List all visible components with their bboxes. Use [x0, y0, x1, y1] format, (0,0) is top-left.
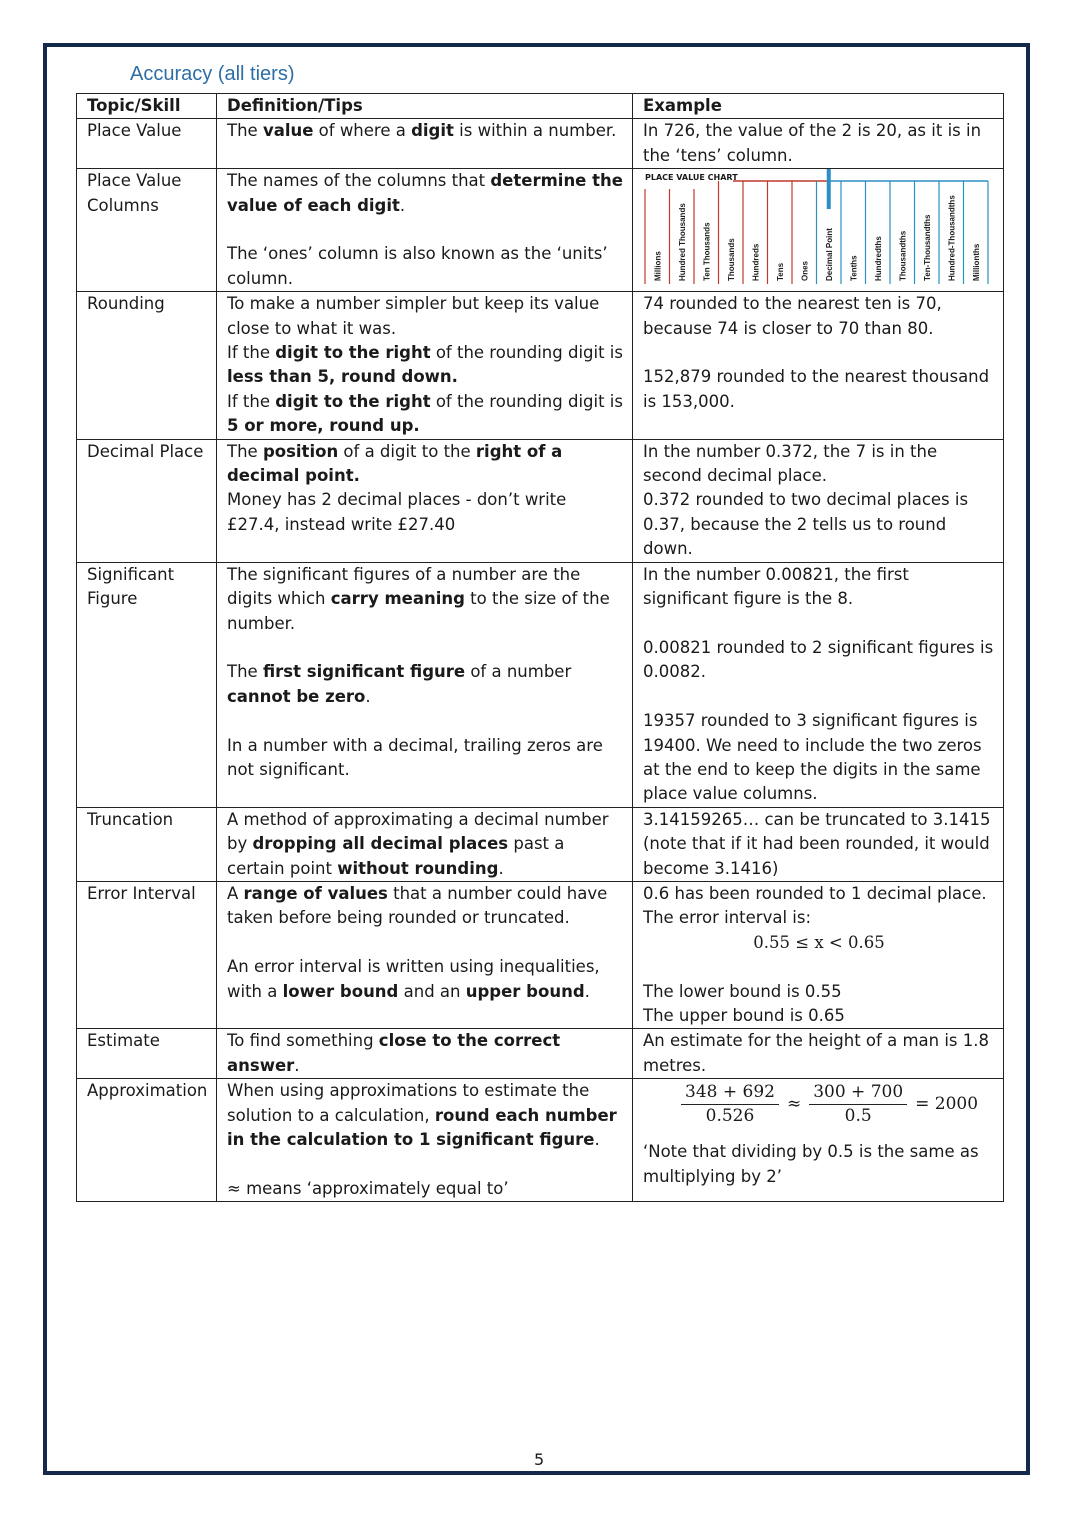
- example-cell: $\frac{348 + 692}{0.526}$ ≈ $\frac{300 + 700}{0.5}$ = 2000 ‘Note that dividing by 0.5 is the same as multiplying by 2’: [633, 1079, 1004, 1202]
- knowledge-table: [76, 93, 1004, 1202]
- topic-cell: Approximation: [77, 1079, 217, 1202]
- table-row: [77, 1029, 1004, 1079]
- example-cell: In 726, the value of the 2 is 20, as it is in the ‘tens’ column.: [633, 119, 1004, 169]
- chart-title: PLACE VALUE CHART: [645, 173, 738, 183]
- example-cell: 3.14159265… can be truncated to 3.1415 (note that if it had been rounded, it would become 3.1416): [633, 807, 1004, 881]
- example-cell: An estimate for the height of a man is 1.8 metres.: [633, 1029, 1004, 1079]
- chart-column-label: Millionths: [971, 243, 981, 282]
- chart-column-label: Ten Thousands: [702, 222, 712, 282]
- definition-cell: The position of a digit to the right of a decimal point. Money has 2 decimal places - don’t write £27.4, instead write £27.40: [217, 439, 633, 562]
- chart-column-label: Thousands: [726, 238, 736, 282]
- chart-column-label: Millions: [653, 251, 663, 282]
- topic-cell: Truncation: [77, 807, 217, 881]
- chart-column-label: Decimal Point: [824, 228, 834, 282]
- definition-cell: The value of where a digit is within a number.: [217, 119, 633, 169]
- topic-cell: Place Value: [77, 119, 217, 169]
- topic-cell: Significant Figure: [77, 562, 217, 807]
- page-title: Accuracy (all tiers): [130, 63, 295, 85]
- example-cell: 0.6 has been rounded to 1 decimal place. The error interval is: 0.55 ≤ x < 0.65 The lower bound is 0.55 The upper bound is 0.65: [633, 881, 1004, 1028]
- definition-cell: To make a number simpler but keep its value close to what it was. If the digit to the right of the rounding digit is less than 5, round down. If the digit to the right of the rounding digit is 5 or more, round up.: [217, 292, 633, 439]
- chart-column-label: Thousandths: [898, 231, 908, 282]
- fraction-rounded: $\frac{300 + 700}{0.5}$: [809, 1081, 907, 1128]
- definition-cell: To find something close to the correct answer.: [217, 1029, 633, 1079]
- definition-cell: A method of approximating a decimal number by dropping all decimal places past a certain point without rounding.: [217, 807, 633, 881]
- topic-cell: Place Value Columns: [77, 169, 217, 292]
- error-interval-inequality: 0.55 ≤ x < 0.65: [753, 932, 885, 952]
- chart-column-label: Hundredths: [873, 236, 883, 282]
- definition-cell: A range of values that a number could have taken before being rounded or truncated. An error interval is written using inequalities, with a lower bound and an upper bound.: [217, 881, 633, 1028]
- approximation-equation: $\frac{348 + 692}{0.526}$ ≈ $\frac{300 + 700}{0.5}$ = 2000: [681, 1081, 995, 1128]
- topic-cell: Rounding: [77, 292, 217, 439]
- chart-column-label: Tenths: [849, 255, 859, 282]
- place-value-chart: [633, 169, 1003, 289]
- chart-column-label: Hundreds: [751, 243, 761, 282]
- header-definition: Definition/Tips: [217, 94, 633, 119]
- chart-column-label: Tens: [775, 263, 785, 282]
- example-cell: 74 rounded to the nearest ten is 70, because 74 is closer to 70 than 80. 152,879 rounded to the nearest thousand is 153,000.: [633, 292, 1004, 439]
- definition-cell: The names of the columns that determine the value of each digit. The ‘ones’ column is also known as the ‘units’ column.: [217, 169, 633, 292]
- table-row: [77, 119, 1004, 169]
- table-header-row: [77, 94, 1004, 119]
- table-row: [77, 169, 1004, 292]
- example-cell: In the number 0.00821, the first significant figure is the 8. 0.00821 rounded to 2 significant figures is 0.0082. 19357 rounded to 3 significant figures is 19400. We need to include the two zeros at the end to keep the digits in the same place value columns.: [633, 562, 1004, 807]
- table-row: [77, 1079, 1004, 1202]
- fraction-original: $\frac{348 + 692}{0.526}$: [681, 1081, 779, 1128]
- example-cell: [633, 169, 1004, 292]
- definition-cell: The significant figures of a number are the digits which carry meaning to the size of the number. The first significant figure of a number cannot be zero. In a number with a decimal, trailing zeros are not significant.: [217, 562, 633, 807]
- chart-column-label: Hundred Thousands: [677, 203, 687, 282]
- header-topic: Topic/Skill: [77, 94, 217, 119]
- chart-column-label: Ones: [800, 261, 810, 282]
- table-row: [77, 807, 1004, 881]
- chart-column-label: Hundred-Thousandths: [947, 195, 957, 282]
- header-example: Example: [633, 94, 1004, 119]
- topic-cell: Estimate: [77, 1029, 217, 1079]
- table-row: [77, 562, 1004, 807]
- topic-cell: Error Interval: [77, 881, 217, 1028]
- chart-column-label: Ten-Thousandths: [922, 214, 932, 282]
- table-row: [77, 292, 1004, 439]
- place-value-chart-graphic: [633, 169, 1003, 289]
- table-row: [77, 439, 1004, 562]
- table-row: [77, 881, 1004, 1028]
- example-cell: In the number 0.372, the 7 is in the second decimal place. 0.372 rounded to two decimal places is 0.37, because the 2 tells us to round down.: [633, 439, 1004, 562]
- definition-cell: When using approximations to estimate the solution to a calculation, round each number in the calculation to 1 significant figure. ≈ means ‘approximately equal to’: [217, 1079, 633, 1202]
- topic-cell: Decimal Place: [77, 439, 217, 562]
- page-number: 5: [534, 1450, 545, 1469]
